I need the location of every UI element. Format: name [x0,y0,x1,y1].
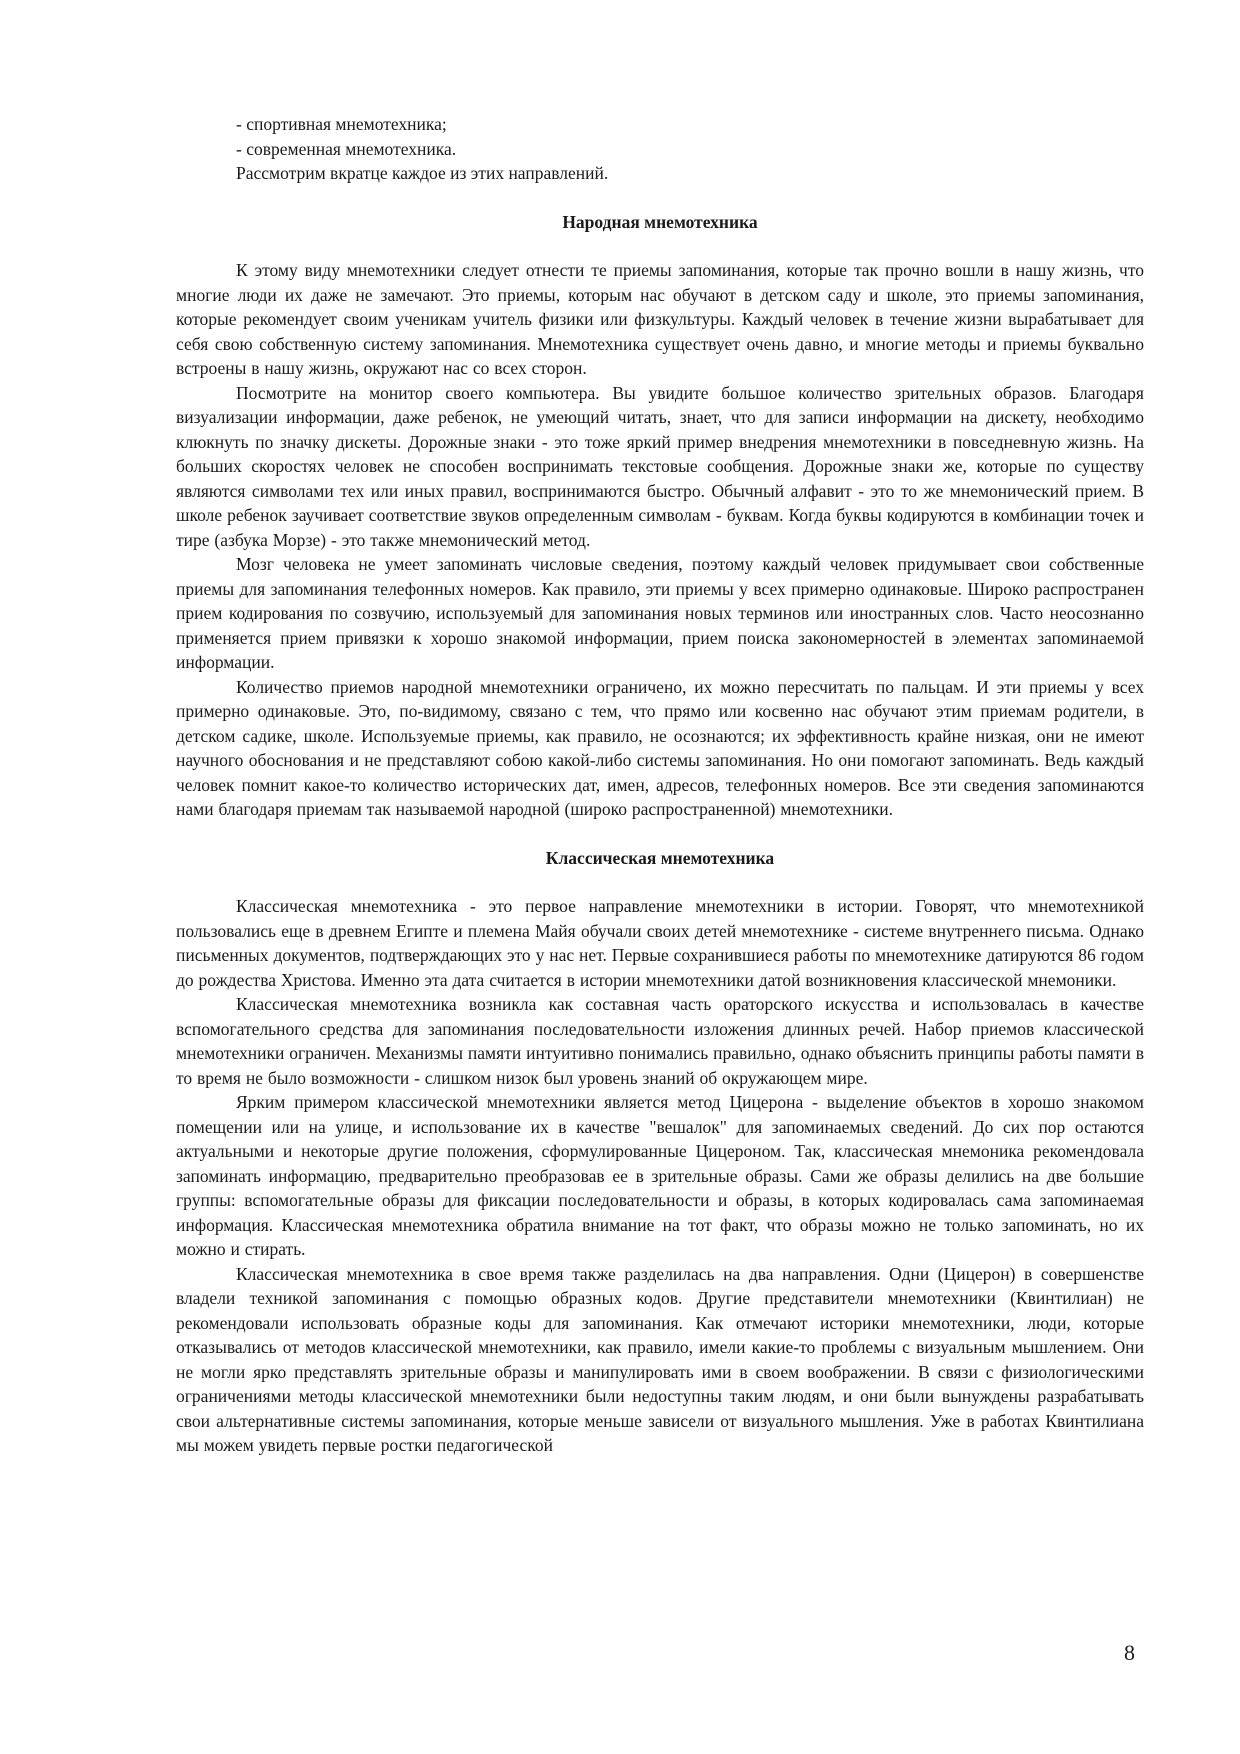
paragraph: Классическая мнемотехника - это первое направление мнемотехники в истории. Говорят, что мнемотехникой пользовались еще в древнем Египте и племена Майя обучали своих детей мнемотехнике - системе внутреннего письма. Однако письменных документов, подтверждающих это у нас нет. Первые сохранившиеся работы по мнемотехнике датируются 86 годом до рождества Христова. Именно эта дата считается в истории мнемотехники датой возникновения классической мнемоники. [176,896,1144,990]
intro-sentence: Рассмотрим вкратце каждое из этих направлений. [236,163,609,183]
page-body [176,112,1144,1458]
paragraph: Классическая мнемотехника в свое время также разделилась на два направления. Одни (Цицерон) в совершенстве владели техникой запоминания с помощью образных кодов. Другие представители мнемотехники (Квинтилиан) не рекомендовали использовать образные коды для запоминания. Как отмечают историки мнемотехники, люди, которые отказывались от методов классической мнемотехники, как правило, имели какие-то проблемы с визуальным мышлением. Они не могли ярко представлять зрительные образы и манипулировать ими в своем воображении. В связи с физиологическими ограничениями методы классической мнемотехники были недоступны таким людям, и они были вынуждены разрабатывать свои альтернативные системы запоминания, которые меньше зависели от визуального мышления. Уже в работах Квинтилиана мы можем увидеть первые ростки педагогической [176,1263,1144,1455]
paragraph: К этому виду мнемотехники следует отнести те приемы запоминания, которые так прочно вошли в нашу жизнь, что многие люди их даже не замечают. Это приемы, которым нас обучают в детском саду и школе, это приемы запоминания, которые рекомендует своим ученикам учитель физики или физкультуры. Каждый человек в течение жизни вырабатывает для себя свою собственную систему запоминания. Мнемотехника существует очень давно, и многие методы и приемы буквально встроены в нашу жизнь, окружают нас со всех сторон. [176,260,1144,378]
paragraph: Мозг человека не умеет запоминать числовые сведения, поэтому каждый человек придумывает свои собственные приемы для запоминания телефонных номеров. Как правило, эти приемы у всех примерно одинаковые. Широко распространен прием кодирования по созвучию, используемый для запоминания новых терминов или иностранных слов. Часто неосознанно применяется прием привязки к хорошо знакомой информации, прием поиска закономерностей в элементах запоминаемой информации. [176,554,1144,672]
section-heading-folk: Народная мнемотехника [562,211,758,232]
section-heading-classic: Классическая мнемотехника [545,847,775,868]
page-number: 8 [1124,1640,1135,1665]
paragraph: Количество приемов народной мнемотехники ограничено, их можно пересчитать по пальцам. И эти приемы у всех примерно одинаковые. Это, по-видимому, связано с тем, что прямо или косвенно нас обучают этим приемам родители, в детском садике, школе. Используемые приемы, как правило, не осознаются; их эффективность крайне низкая, они не имеют научного обоснования и не представляют собою какой-либо системы запоминания. Но они помогают запоминать. Ведь каждый человек помнит какое-то количество исторических дат, имен, адресов, телефонных номеров. Все эти сведения запоминаются нами благодаря приемам так называемой народной (широко распространенной) мнемотехники. [176,676,1144,819]
paragraph: Ярким примером классической мнемотехники является метод Цицерона - выделение объектов в хорошо знакомом помещении или на улице, и использование их в качестве "вешалок" для запоминаемых сведений. До сих пор остаются актуальными и некоторые другие положения, сформулированные Цицероном. Так, классическая мнемоника рекомендовала запоминать информацию, предварительно преобразовав ее в зрительные образы. Сами же образы делились на две большие группы: вспомогательные образы для фиксации последовательности и образы, в которых кодировалась сама запоминаемая информация. Классическая мнемотехника обратила внимание на тот факт, что образы можно не только запоминать, но их можно и стирать. [176,1092,1144,1259]
list-item-modern: - современная мнемотехника. [236,138,457,159]
paragraph: Посмотрите на монитор своего компьютера. Вы увидите большое количество зрительных образов. Благодаря визуализации информации, даже ребенок, не умеющий читать, знает, что для записи информации на дискету, необходимо клюкнуть по значку дискеты. Дорожные знаки - это тоже яркий пример внедрения мнемотехники в повседневную жизнь. На больших скоростях человек не способен воспринимать текстовые сообщения. Дорожные знаки же, которые по существу являются символами тех или иных правил, воспринимаются быстро. Обычный алфавит - это то же мнемонический прием. В школе ребенок заучивает соответствие звуков определенным символам - буквам. Когда буквы кодируются в комбинации точек и тире (азбука Морзе) - это также мнемонический метод. [176,382,1144,550]
paragraph: Классическая мнемотехника возникла как составная часть ораторского искусства и использовалась в качестве вспомогательного средства для запоминания последовательности изложения длинных речей. Набор приемов классической мнемотехники ограничен. Механизмы памяти интуитивно понимались правильно, однако объяснить принципы работы памяти в то время не было возможности - слишком низок был уровень знаний об окружающем мире. [176,994,1144,1088]
list-item-sport: - спортивная мнемотехника; [236,114,447,134]
